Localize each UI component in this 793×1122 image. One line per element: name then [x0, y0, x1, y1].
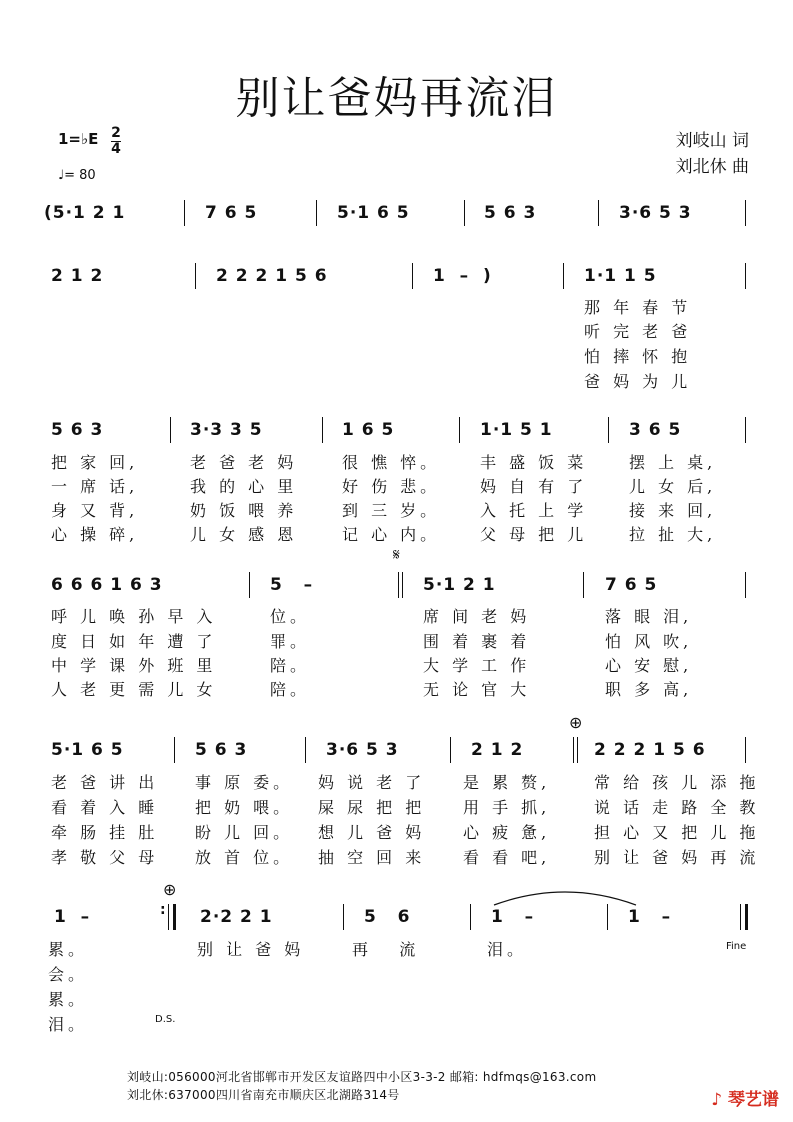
barline — [745, 417, 746, 443]
lyric-cell: 接 来 回, — [629, 501, 717, 520]
barline — [450, 737, 451, 763]
lyric-cell: 一 席 话, — [51, 477, 139, 496]
barline — [607, 904, 608, 930]
measure: 2 1 2 — [51, 266, 104, 286]
lyric-cell: 陪。 — [270, 656, 311, 675]
lyric-cell: 会。 — [48, 965, 89, 984]
lyric-cell: 说 话 走 路 全 教 — [594, 798, 760, 817]
lyric-cell: 抽 空 回 来 — [318, 848, 426, 867]
lyric-cell: 人 老 更 需 儿 女 — [51, 680, 217, 699]
lyric-cell: 好 伤 悲。 — [342, 477, 441, 496]
time-signature-top: 2 — [111, 125, 121, 141]
measure: 3·3 3 5 — [190, 420, 263, 440]
measure: 3·6 5 3 — [326, 740, 399, 760]
measure: 1 – — [54, 907, 91, 927]
measure: 1 – — [628, 907, 672, 927]
lyric-cell: 大 学 工 作 — [423, 656, 531, 675]
measure: 2 2 2 1 5 6 — [594, 740, 706, 760]
site-logo — [711, 1085, 779, 1110]
footer-address-2: 刘北休:637000四川省南充市顺庆区北湖路314号 — [127, 1088, 400, 1102]
barline — [563, 263, 564, 289]
lyric-verse-2: 听 完 老 爸 — [584, 322, 692, 341]
measure: 5 6 3 — [51, 420, 104, 440]
lyric-cell: 孝 敬 父 母 — [51, 848, 159, 867]
barline — [745, 263, 746, 289]
barline — [195, 263, 196, 289]
segno-sign: 𝄋 — [393, 545, 400, 564]
lyric-cell: 罪。 — [270, 632, 311, 651]
lyric-cell: 身 又 背, — [51, 501, 139, 520]
lyric-cell: 位。 — [270, 607, 311, 626]
measure: 5·1 6 5 — [337, 203, 410, 223]
lyric-cell: 心 操 碎, — [51, 525, 139, 544]
lyric-cell: 儿 女 后, — [629, 477, 717, 496]
key-signature: 1=♭E — [58, 130, 99, 148]
composer-credit: 刘北休 曲 — [675, 157, 749, 177]
lyric-cell: 入 托 上 学 — [480, 501, 588, 520]
lyric-cell: 老 爸 讲 出 — [51, 773, 159, 792]
ds-marking: D.S. — [155, 1014, 176, 1025]
barline — [577, 737, 578, 763]
measure: 7 6 5 — [205, 203, 258, 223]
measure: 6 6 6 1 6 3 — [51, 575, 163, 595]
time-signature — [111, 126, 121, 157]
coda-sign: ⊕ — [163, 880, 177, 899]
measure: 2 1 2 — [471, 740, 524, 760]
lyric-cell: 很 憔 悴。 — [342, 453, 441, 472]
lyric-cell: 想 儿 爸 妈 — [318, 823, 426, 842]
lyric-cell: 职 多 高, — [605, 680, 693, 699]
measure: 5 – — [270, 575, 314, 595]
measure: 1 – ) — [433, 266, 492, 286]
lyric-verse-3: 怕 摔 怀 抱 — [584, 347, 692, 366]
measure: 1 – — [491, 907, 535, 927]
fine-marking: Fine — [726, 941, 747, 952]
repeat-dots: : — [160, 902, 166, 918]
lyric-cell: 别 让 爸 妈 — [197, 940, 305, 959]
barline — [249, 572, 250, 598]
barline — [470, 904, 471, 930]
logo-text: 琴艺谱 — [728, 1090, 779, 1110]
lyric-cell: 心 疲 惫, — [463, 823, 551, 842]
barline — [583, 572, 584, 598]
barline — [459, 417, 460, 443]
lyric-cell: 记 心 内。 — [342, 525, 441, 544]
lyric-cell: 屎 尿 把 把 — [318, 798, 426, 817]
footer-address-1: 刘岐山:056000河北省邯郸市开发区友谊路四中小区3-3-2 邮箱: hdfmqs@163.com — [127, 1070, 597, 1084]
lyric-cell: 妈 说 老 了 — [318, 773, 426, 792]
measure: (5·1 2 1 — [44, 203, 126, 223]
tie-arc — [490, 885, 640, 907]
lyric-cell: 丰 盛 饭 菜 — [480, 453, 588, 472]
lyric-cell: 怕 风 吹, — [605, 632, 693, 651]
lyric-cell: 落 眼 泪, — [605, 607, 693, 626]
lyric-verse-1: 那 年 春 节 — [584, 298, 692, 317]
barline — [343, 904, 344, 930]
measure: 1·1 5 1 — [480, 420, 553, 440]
lyric-cell: 老 爸 老 妈 — [190, 453, 298, 472]
lyric-cell: 中 学 课 外 班 里 — [51, 656, 217, 675]
barline — [745, 737, 746, 763]
measure: 5 6 3 — [195, 740, 248, 760]
barline — [745, 572, 746, 598]
barline — [412, 263, 413, 289]
repeat-barline — [173, 904, 176, 930]
barline — [464, 200, 465, 226]
lyric-cell: 泪。 — [48, 1015, 89, 1034]
barline — [740, 904, 741, 930]
lyric-cell: 担 心 又 把 儿 拖 — [594, 823, 760, 842]
barline — [398, 572, 399, 598]
lyric-cell: 到 三 岁。 — [342, 501, 441, 520]
measure: 3·6 5 3 — [619, 203, 692, 223]
logo-icon: ♪ — [711, 1090, 723, 1110]
lyric-cell: 无 论 官 大 — [423, 680, 531, 699]
song-title: 别让爸妈再流泪 — [235, 73, 558, 124]
lyric-cell: 看 看 吧, — [463, 848, 551, 867]
lyric-cell: 父 母 把 儿 — [480, 525, 588, 544]
barline — [168, 904, 169, 930]
measure: 5·1 2 1 — [423, 575, 496, 595]
barline — [573, 737, 574, 763]
barline — [184, 200, 185, 226]
barline — [322, 417, 323, 443]
measure: 5 6 3 — [484, 203, 537, 223]
lyric-cell: 累。 — [48, 940, 89, 959]
lyric-cell: 拉 扯 大, — [629, 525, 717, 544]
measure: 7 6 5 — [605, 575, 658, 595]
lyric-cell: 妈 自 有 了 — [480, 477, 588, 496]
lyric-cell: 围 着 裹 着 — [423, 632, 531, 651]
lyric-cell: 把 家 回, — [51, 453, 139, 472]
lyric-cell: 儿 女 感 恩 — [190, 525, 298, 544]
barline — [402, 572, 403, 598]
lyric-cell: 是 累 赘, — [463, 773, 551, 792]
lyric-cell: 摆 上 桌, — [629, 453, 717, 472]
lyric-cell: 用 手 抓, — [463, 798, 551, 817]
barline — [174, 737, 175, 763]
time-signature-bottom: 4 — [111, 141, 121, 157]
barline — [305, 737, 306, 763]
lyric-cell: 奶 饭 喂 养 — [190, 501, 298, 520]
lyric-cell: 把 奶 喂。 — [195, 798, 294, 817]
final-barline — [745, 904, 748, 930]
lyric-cell: 放 首 位。 — [195, 848, 294, 867]
barline — [316, 200, 317, 226]
measure: 5 6 — [364, 907, 411, 927]
measure: 1 6 5 — [342, 420, 395, 440]
lyric-cell: 常 给 孩 儿 添 拖 — [594, 773, 760, 792]
barline — [170, 417, 171, 443]
lyric-cell: 再 流 — [352, 940, 420, 959]
lyric-cell: 看 着 入 睡 — [51, 798, 159, 817]
lyric-cell: 呼 儿 唤 孙 早 入 — [51, 607, 217, 626]
lyric-cell: 盼 儿 回。 — [195, 823, 294, 842]
measure: 2 2 2 1 5 6 — [216, 266, 328, 286]
barline — [745, 200, 746, 226]
barline — [608, 417, 609, 443]
lyric-cell: 度 日 如 年 遭 了 — [51, 632, 217, 651]
lyric-cell: 事 原 委。 — [195, 773, 294, 792]
measure: 2·2 2 1 — [200, 907, 273, 927]
measure: 1·1 1 5 — [584, 266, 657, 286]
lyric-cell: 心 安 慰, — [605, 656, 693, 675]
barline — [598, 200, 599, 226]
lyric-cell: 牵 肠 挂 肚 — [51, 823, 159, 842]
lyric-cell: 别 让 爸 妈 再 流 — [594, 848, 760, 867]
lyric-cell: 累。 — [48, 990, 89, 1009]
coda-sign: ⊕ — [569, 713, 583, 732]
lyricist-credit: 刘岐山 词 — [675, 131, 749, 151]
lyric-verse-4: 爸 妈 为 儿 — [584, 372, 692, 391]
tempo-marking: ♩= 80 — [58, 168, 96, 183]
lyric-cell: 席 间 老 妈 — [423, 607, 531, 626]
lyric-cell: 陪。 — [270, 680, 311, 699]
lyric-cell: 泪。 — [487, 940, 528, 959]
measure: 3 6 5 — [629, 420, 682, 440]
lyric-cell: 我 的 心 里 — [190, 477, 298, 496]
measure: 5·1 6 5 — [51, 740, 124, 760]
